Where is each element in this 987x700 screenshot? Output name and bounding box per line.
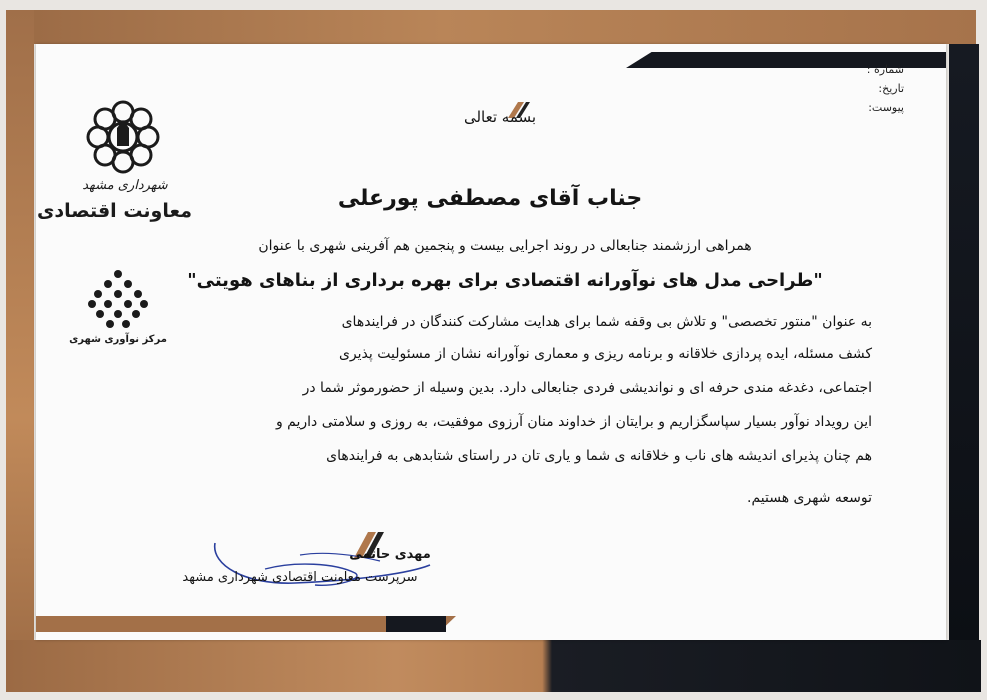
- signatory-name: مهدی حاتمی: [349, 547, 431, 562]
- frame-top-band: [6, 10, 976, 44]
- body-line: توسعه شهری هستیم.: [747, 490, 872, 506]
- bism-heading: بسمه تعالی: [463, 108, 537, 126]
- attachment-label: پیوست:: [868, 101, 904, 114]
- frame-left-band: [6, 10, 34, 690]
- innovation-center-logo: [86, 268, 150, 332]
- intro-line: همراهی ارزشمند جنابعالی در روند اجرایی بیست و پنجمین هم آفرینی شهری با عنوان: [258, 238, 752, 254]
- header-fields: [826, 60, 904, 117]
- economic-deputy-name: معاونت اقتصادی: [36, 200, 192, 222]
- frame-bottom-band: [6, 640, 981, 692]
- innovation-center-name: مرکز نوآوری شهری: [69, 334, 167, 345]
- body-line: اجتماعی، دغدغه مندی حرفه ای و نواندیشی فردی جنابعالی دارد. بدین وسیله از حضورموثر شما در: [302, 380, 872, 396]
- decorative-corner-bar: [386, 616, 446, 632]
- body-line: به عنوان "منتور تخصصی" و تلاش بی وقفه شما برای هدایت مشارکت کنندگان در فرایندهای: [341, 314, 872, 330]
- signatory-title: سرپرست معاونت اقتصادی شهرداری مشهد: [182, 570, 418, 585]
- date-label: تاریخ:: [878, 82, 904, 95]
- event-title: "طراحی مدل های نوآورانه اقتصادی برای بهره برداری از بناهای هویتی": [187, 270, 823, 291]
- municipality-name: شهرداری مشهد: [82, 178, 168, 193]
- frame-right-band: [949, 44, 979, 644]
- municipality-logo: [78, 92, 168, 182]
- body-line: این رویداد نوآور بسیار سپاسگزاریم و برایتان از خداوند منان آرزوی موفقیت، به روزی و سلامتی داریم و: [275, 414, 872, 430]
- dot-network-icon: [86, 268, 150, 332]
- body-line: هم چنان پذیرای اندیشه های ناب و خلاقانه ی شما و یاری تان در راستای شتابدهی به فرایندهای: [326, 448, 872, 464]
- recipient-name: جناب آقای مصطفی پورعلی: [337, 186, 643, 211]
- certificate-paper: [36, 44, 946, 640]
- number-label: شماره :: [866, 63, 904, 76]
- body-line: کشف مسئله، ایده پردازی خلاقانه و برنامه ریزی و معماری نوآورانه نشان از مسئولیت پذیری: [338, 346, 872, 362]
- mashhad-emblem-icon: [78, 92, 168, 182]
